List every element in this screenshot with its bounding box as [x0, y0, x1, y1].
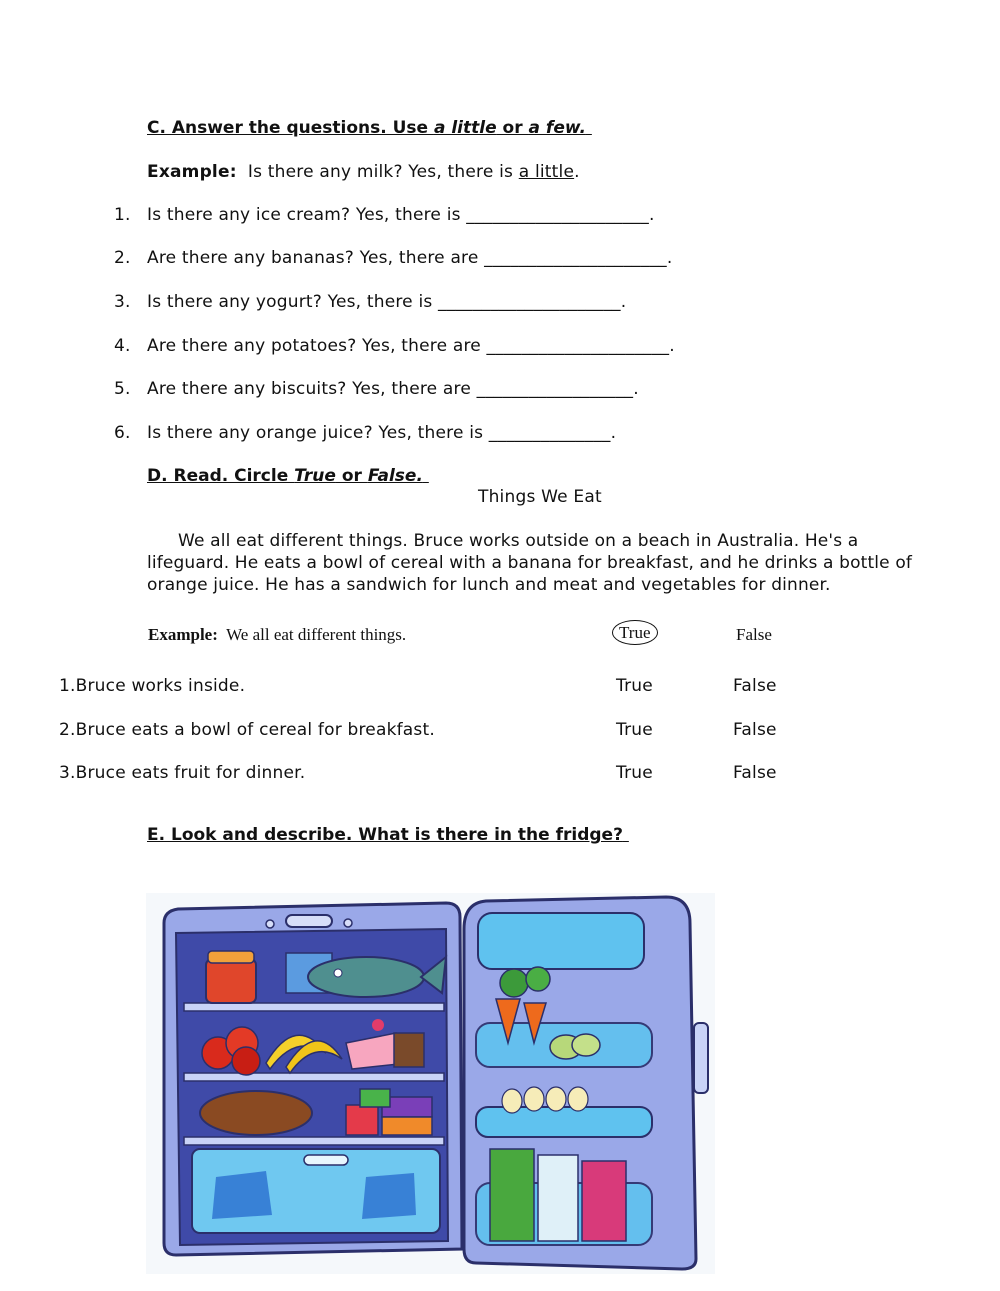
section-d-heading — [147, 466, 429, 486]
example-answer: a little — [518, 162, 575, 182]
question-5 — [114, 379, 639, 399]
question-number: 1. — [114, 205, 131, 225]
statement-3-true[interactable]: True — [616, 763, 653, 783]
question-text: Are there any biscuits? Yes, there are __________________. — [147, 379, 639, 399]
section-d-heading-true: True — [294, 466, 336, 486]
section-d-heading-false: False. — [367, 466, 423, 486]
question-number: 5. — [114, 379, 131, 399]
section-d-example — [148, 625, 406, 645]
question-text: Is there any ice cream? Yes, there is _____________________. — [147, 205, 655, 225]
example-text: Is there any milk? Yes, there is — [247, 162, 519, 182]
reading-paragraph — [147, 530, 937, 596]
section-c-heading-part: or — [496, 118, 529, 138]
statement-2-true[interactable]: True — [616, 720, 653, 740]
section-e-heading — [147, 825, 629, 845]
question-number: 3. — [114, 292, 131, 312]
question-1 — [114, 205, 655, 225]
section-e-heading-text: E. Look and describe. What is there in the fridge? — [147, 825, 623, 845]
question-number: 2. — [114, 248, 131, 268]
statement-2: 2.Bruce eats a bowl of cereal for breakfast. — [59, 720, 435, 740]
statement-3: 3.Bruce eats fruit for dinner. — [59, 763, 306, 783]
question-number: 4. — [114, 336, 131, 356]
reading-paragraph-text: We all eat different things. Bruce works outside on a beach in Australia. He's a lifeguard. He eats a bowl of cereal with a banana for breakfast, and he drinks a bottle of orange juice. He has a sandwich for lunch and meat and vegetables for dinner. — [147, 531, 913, 595]
example-text: We all eat different things. — [226, 625, 407, 644]
statement-1-false[interactable]: False — [733, 676, 777, 696]
example-label: Example: — [147, 162, 237, 182]
example-true: True — [612, 620, 658, 645]
section-c-heading — [147, 118, 592, 138]
example-end: . — [574, 162, 580, 182]
question-4 — [114, 336, 675, 356]
section-d-heading-part: D. Read. Circle — [147, 466, 295, 486]
section-c-heading-part: C. Answer the questions. Use — [147, 118, 434, 138]
statement-3-false[interactable]: False — [733, 763, 777, 783]
statement-1-true[interactable]: True — [616, 676, 653, 696]
question-text: Are there any potatoes? Yes, there are _____________________. — [147, 336, 675, 356]
question-number: 6. — [114, 423, 131, 443]
example-label: Example: — [148, 625, 218, 644]
reading-title: Things We Eat — [478, 487, 602, 507]
section-c-heading-few: a few. — [528, 118, 586, 138]
section-c-heading-little: a little — [433, 118, 497, 138]
statement-2-false[interactable]: False — [733, 720, 777, 740]
section-d-heading-part: or — [335, 466, 368, 486]
fridge-image — [146, 893, 715, 1274]
example-false: False — [736, 625, 772, 644]
question-2 — [114, 248, 673, 268]
question-text: Are there any bananas? Yes, there are _____________________. — [147, 248, 673, 268]
question-text: Is there any orange juice? Yes, there is ______________. — [147, 423, 617, 443]
example-true-circled — [612, 623, 658, 643]
question-6 — [114, 423, 617, 443]
question-3 — [114, 292, 627, 312]
question-text: Is there any yogurt? Yes, there is _____________________. — [147, 292, 627, 312]
fridge-illustration — [146, 893, 715, 1274]
section-c-example — [147, 162, 580, 182]
statement-1: 1.Bruce works inside. — [59, 676, 246, 696]
